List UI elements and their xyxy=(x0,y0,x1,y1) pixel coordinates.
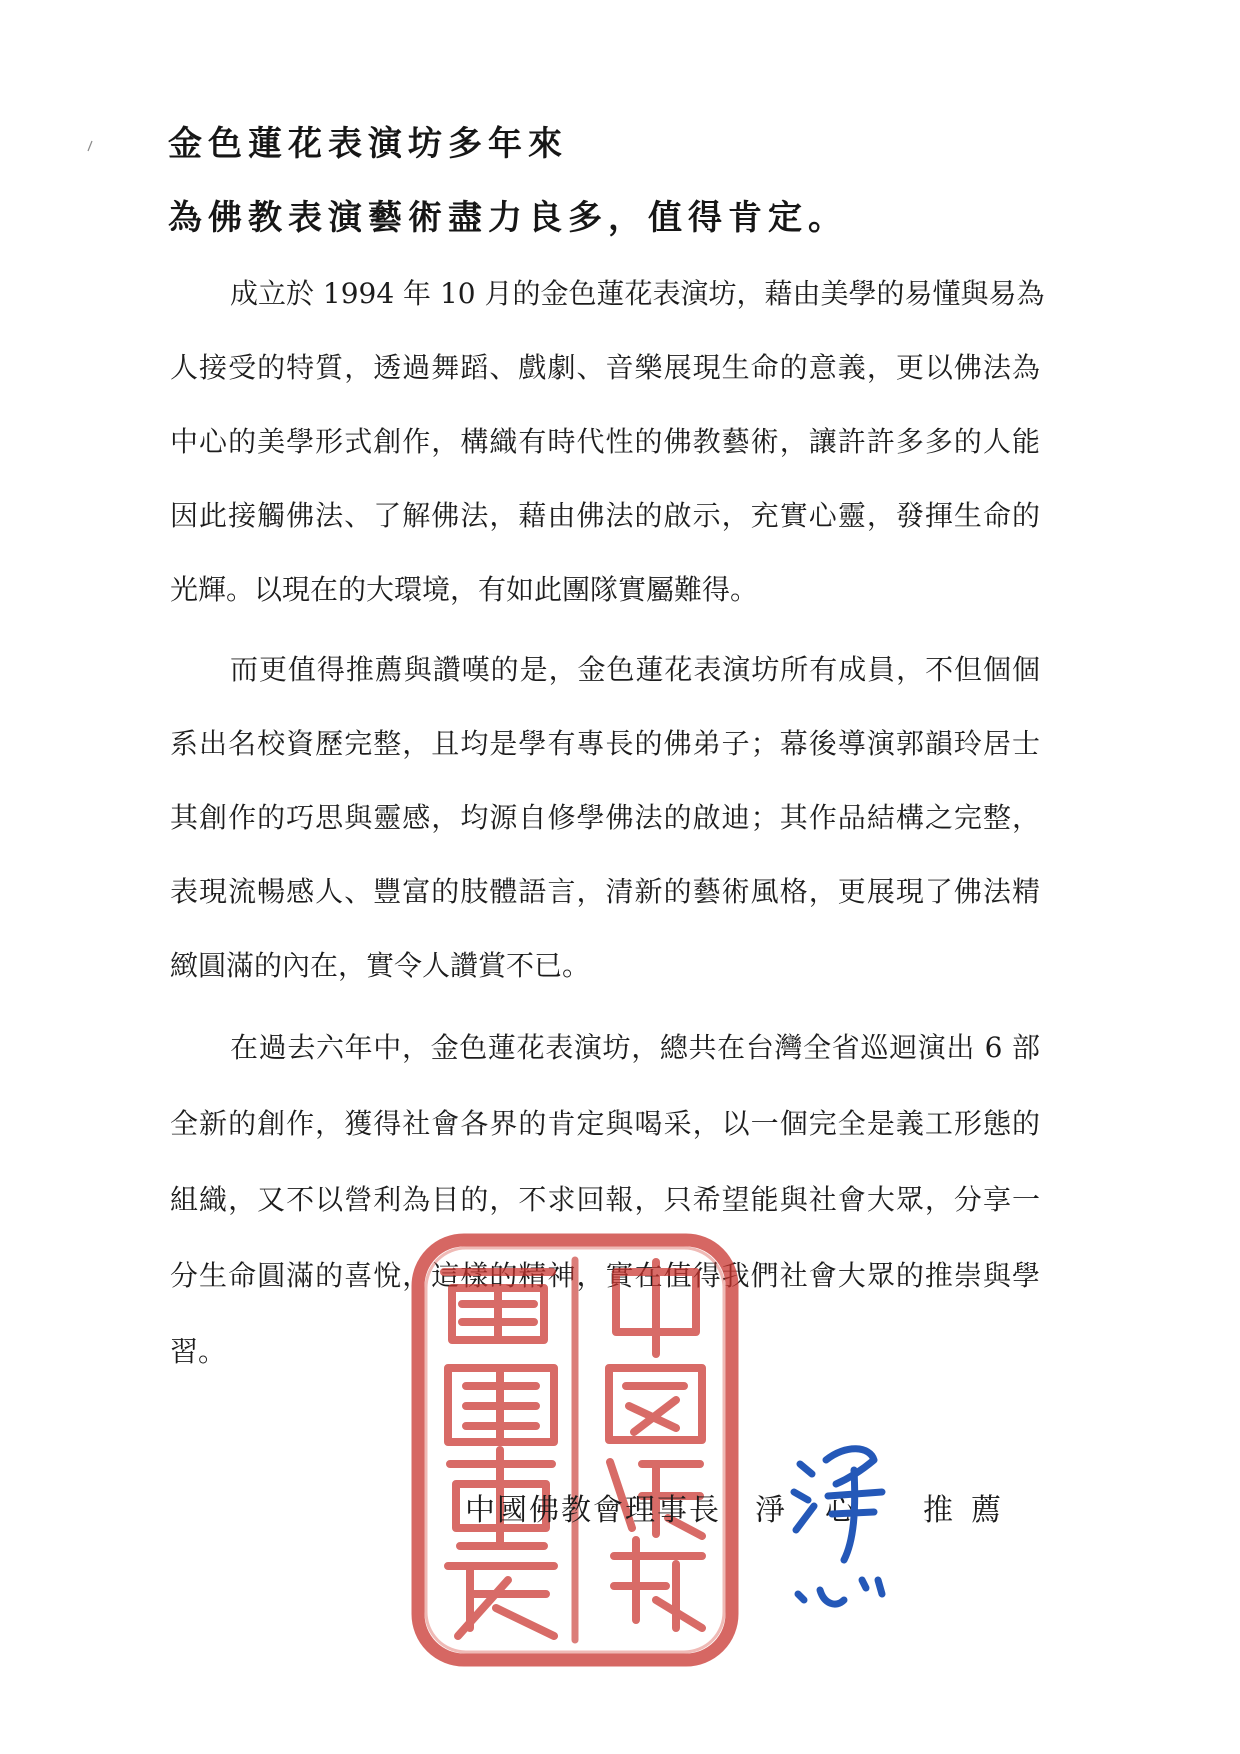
body-line: 而更值得推薦與讚嘆的是，金色蓮花表演坊所有成員，不但個個 xyxy=(230,653,1040,686)
body-line: 緻圓滿的內在，實令人讚賞不已。 xyxy=(170,949,591,982)
stray-mark xyxy=(86,140,94,152)
body-line: 因此接觸佛法、了解佛法，藉由佛法的啟示，充實心靈，發揮生命的 xyxy=(170,499,1040,532)
heading-line-2: 為佛教表演藝術盡力良多，值得肯定。 xyxy=(168,198,848,238)
body-line: 其創作的巧思與靈感，均源自修學佛法的啟迪；其作品結構之完整， xyxy=(170,801,1040,834)
body-line: 光輝。以現在的大環境，有如此團隊實屬難得。 xyxy=(170,573,759,606)
signature-action: 推薦 xyxy=(923,1493,1019,1528)
signature-organization: 中國佛教會理事長 xyxy=(465,1493,721,1528)
handwritten-signature xyxy=(770,1430,920,1620)
signature-name: 淨心 xyxy=(755,1493,895,1528)
body-line: 在過去六年中，金色蓮花表演坊，總共在台灣全省巡迴演出 6 部 xyxy=(230,1031,1040,1064)
body-line: 表現流暢感人、豐富的肢體語言，清新的藝術風格，更展現了佛法精 xyxy=(170,875,1040,908)
body-line: 全新的創作，獲得社會各界的肯定與喝采，以一個完全是義工形態的 xyxy=(170,1107,1040,1140)
signature-row xyxy=(465,1485,1019,1529)
body-line: 系出名校資歷完整，且均是學有專長的佛弟子；幕後導演郭韻玲居士 xyxy=(170,727,1040,760)
body-line: 人接受的特質，透過舞蹈、戲劇、音樂展現生命的意義，更以佛法為 xyxy=(170,351,1040,384)
body-line: 組織，又不以營利為目的，不求回報，只希望能與社會大眾，分享一 xyxy=(170,1183,1040,1216)
body-line: 成立於 1994 年 10 月的金色蓮花表演坊，藉由美學的易懂與易為 xyxy=(230,277,1045,310)
body-line: 分生命圓滿的喜悅，這樣的精神，實在值得我們社會大眾的推崇與學 xyxy=(170,1259,1040,1292)
official-seal-stamp xyxy=(404,1228,746,1672)
heading-line-1: 金色蓮花表演坊多年來 xyxy=(168,124,568,164)
body-line: 中心的美學形式創作，構織有時代性的佛教藝術，讓許許多多的人能 xyxy=(170,425,1040,458)
body-line: 習。 xyxy=(170,1335,227,1368)
